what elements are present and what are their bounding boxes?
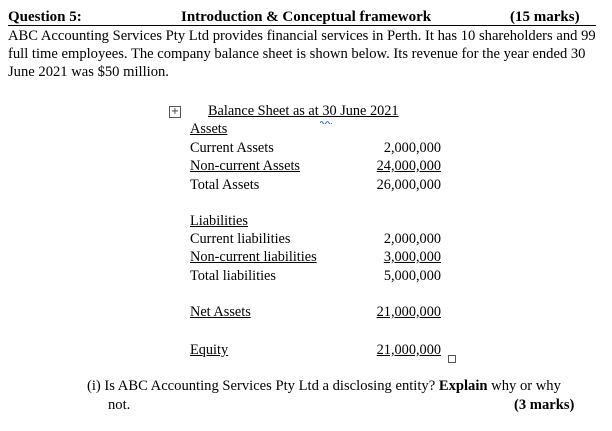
- equity-value: 21,000,000: [376, 342, 441, 358]
- current-assets-value: 2,000,000: [383, 140, 441, 156]
- question-marks: (15 marks): [510, 9, 580, 25]
- current-liabilities-label: Current liabilities: [190, 231, 291, 247]
- assets-heading: Assets: [190, 121, 228, 137]
- total-assets-label: Total Assets: [190, 177, 260, 193]
- net-assets-label: Net Assets: [190, 304, 251, 320]
- question-topic: Introduction & Conceptual framework: [181, 9, 432, 25]
- spellcheck-squiggle-icon: [320, 120, 332, 124]
- total-assets-value: 26,000,000: [376, 177, 441, 193]
- table-resize-handle-icon[interactable]: [448, 355, 456, 363]
- noncurrent-liabilities-label: Non-current liabilities: [190, 249, 317, 265]
- noncurrent-assets-label: Non-current Assets: [190, 158, 300, 174]
- intro-paragraph: ABC Accounting Services Pty Ltd provides financial services in Perth. It has 10 shareholders and 99 full time employees. The company balance sheet is shown below. Its revenue for the year ended 30 June 2021 was $50 million.: [8, 28, 596, 80]
- question-i-line2: not.: [108, 397, 131, 413]
- question-number: Question 5:: [8, 9, 82, 25]
- equity-label: Equity: [190, 342, 229, 358]
- balance-sheet-title: Balance Sheet as at 30 June 2021: [208, 103, 399, 119]
- total-liabilities-value: 5,000,000: [383, 268, 441, 284]
- total-liabilities-label: Total liabilities: [190, 268, 276, 284]
- question-i-prefix: (i) Is ABC Accounting Services Pty Ltd a disclosing entity?: [87, 378, 436, 394]
- liabilities-heading: Liabilities: [190, 213, 248, 229]
- net-assets-value: 21,000,000: [376, 304, 441, 320]
- current-liabilities-value: 2,000,000: [383, 231, 441, 247]
- noncurrent-assets-value: 24,000,000: [376, 158, 441, 174]
- question-i-marks: (3 marks): [514, 397, 575, 413]
- current-assets-label: Current Assets: [190, 140, 274, 156]
- table-move-handle-icon[interactable]: +: [170, 106, 180, 117]
- question-i: [87, 378, 561, 395]
- header-underline: [8, 25, 596, 26]
- question-i-bold: Explain: [438, 378, 488, 394]
- question-i-suffix: why or why: [491, 378, 561, 394]
- noncurrent-liabilities-value: 3,000,000: [383, 249, 441, 265]
